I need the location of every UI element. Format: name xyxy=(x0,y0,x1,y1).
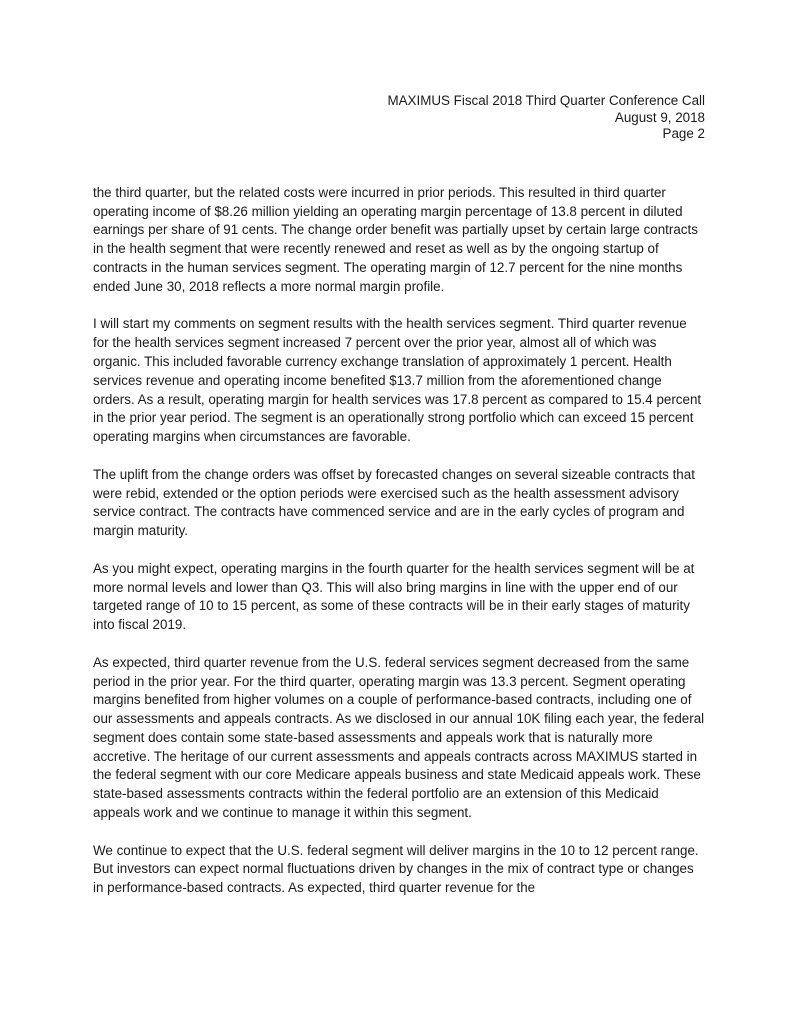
paragraph: the third quarter, but the related costs were incurred in prior periods. This resulted in third quarter operating income of $8.26 million yielding an operating margin percentage of 13.8 percent in diluted earnings per share of 91 cents. The change order benefit was partially upset by certain large contracts in the health segment that were recently renewed and reset as well as by the ongoing startup of contracts in the human services segment. The operating margin of 12.7 percent for the nine months ended June 30, 2018 reflects a more normal margin profile. xyxy=(93,184,698,294)
document-body xyxy=(93,184,705,898)
header-page-number: Page 2 xyxy=(662,126,705,142)
header-title: MAXIMUS Fiscal 2018 Third Quarter Conference Call xyxy=(387,93,705,108)
document-content xyxy=(93,93,705,917)
document-header xyxy=(93,93,705,143)
paragraph: We continue to expect that the U.S. federal segment will deliver margins in the 10 to 12 percent range. But investors can expect normal fluctuations driven by changes in the mix of contract type or changes in performance-based contracts. As expected, third quarter revenue for the xyxy=(93,842,699,896)
header-date: August 9, 2018 xyxy=(614,109,705,125)
paragraph: The uplift from the change orders was offset by forecasted changes on several sizeable contracts that were rebid, extended or the option periods were exercised such as the health assessment advisory service contract. The contracts have commenced service and are in the early cycles of program and margin maturity. xyxy=(93,466,695,539)
paragraph: As expected, third quarter revenue from the U.S. federal services segment decreased from the same period in the prior year. For the third quarter, operating margin was 13.3 percent. Segment operating margins benefited from higher volumes on a couple of performance-based contracts, including one of our assessments and appeals contracts. As we disclosed in our annual 10K filing each year, the federal segment does contain some state-based assessments and appeals work that is naturally more accretive. The heritage of our current assessments and appeals contracts across MAXIMUS started in the federal segment with our core Medicare appeals business and state Medicaid appeals work. These state-based assessments contracts within the federal portfolio are an extension of this Medicaid appeals work and we continue to manage it within this segment. xyxy=(93,654,705,821)
paragraph: I will start my comments on segment results with the health services segment. Third quarter revenue for the health services segment increased 7 percent over the prior year, almost all of which was organic. This included favorable currency exchange translation of approximately 1 percent. Health services revenue and operating income benefited $13.7 million from the aforementioned change orders. As a result, operating margin for health services was 17.8 percent as compared to 15.4 percent in the prior year period. The segment is an operationally strong portfolio which can exceed 15 percent operating margins when circumstances are favorable. xyxy=(93,316,702,445)
paragraph: As you might expect, operating margins in the fourth quarter for the health services segment will be at more normal levels and lower than Q3. This will also bring margins in line with the upper end of our targeted range of 10 to 15 percent, as some of these contracts will be in their early stages of maturity into fiscal 2019. xyxy=(93,560,695,633)
